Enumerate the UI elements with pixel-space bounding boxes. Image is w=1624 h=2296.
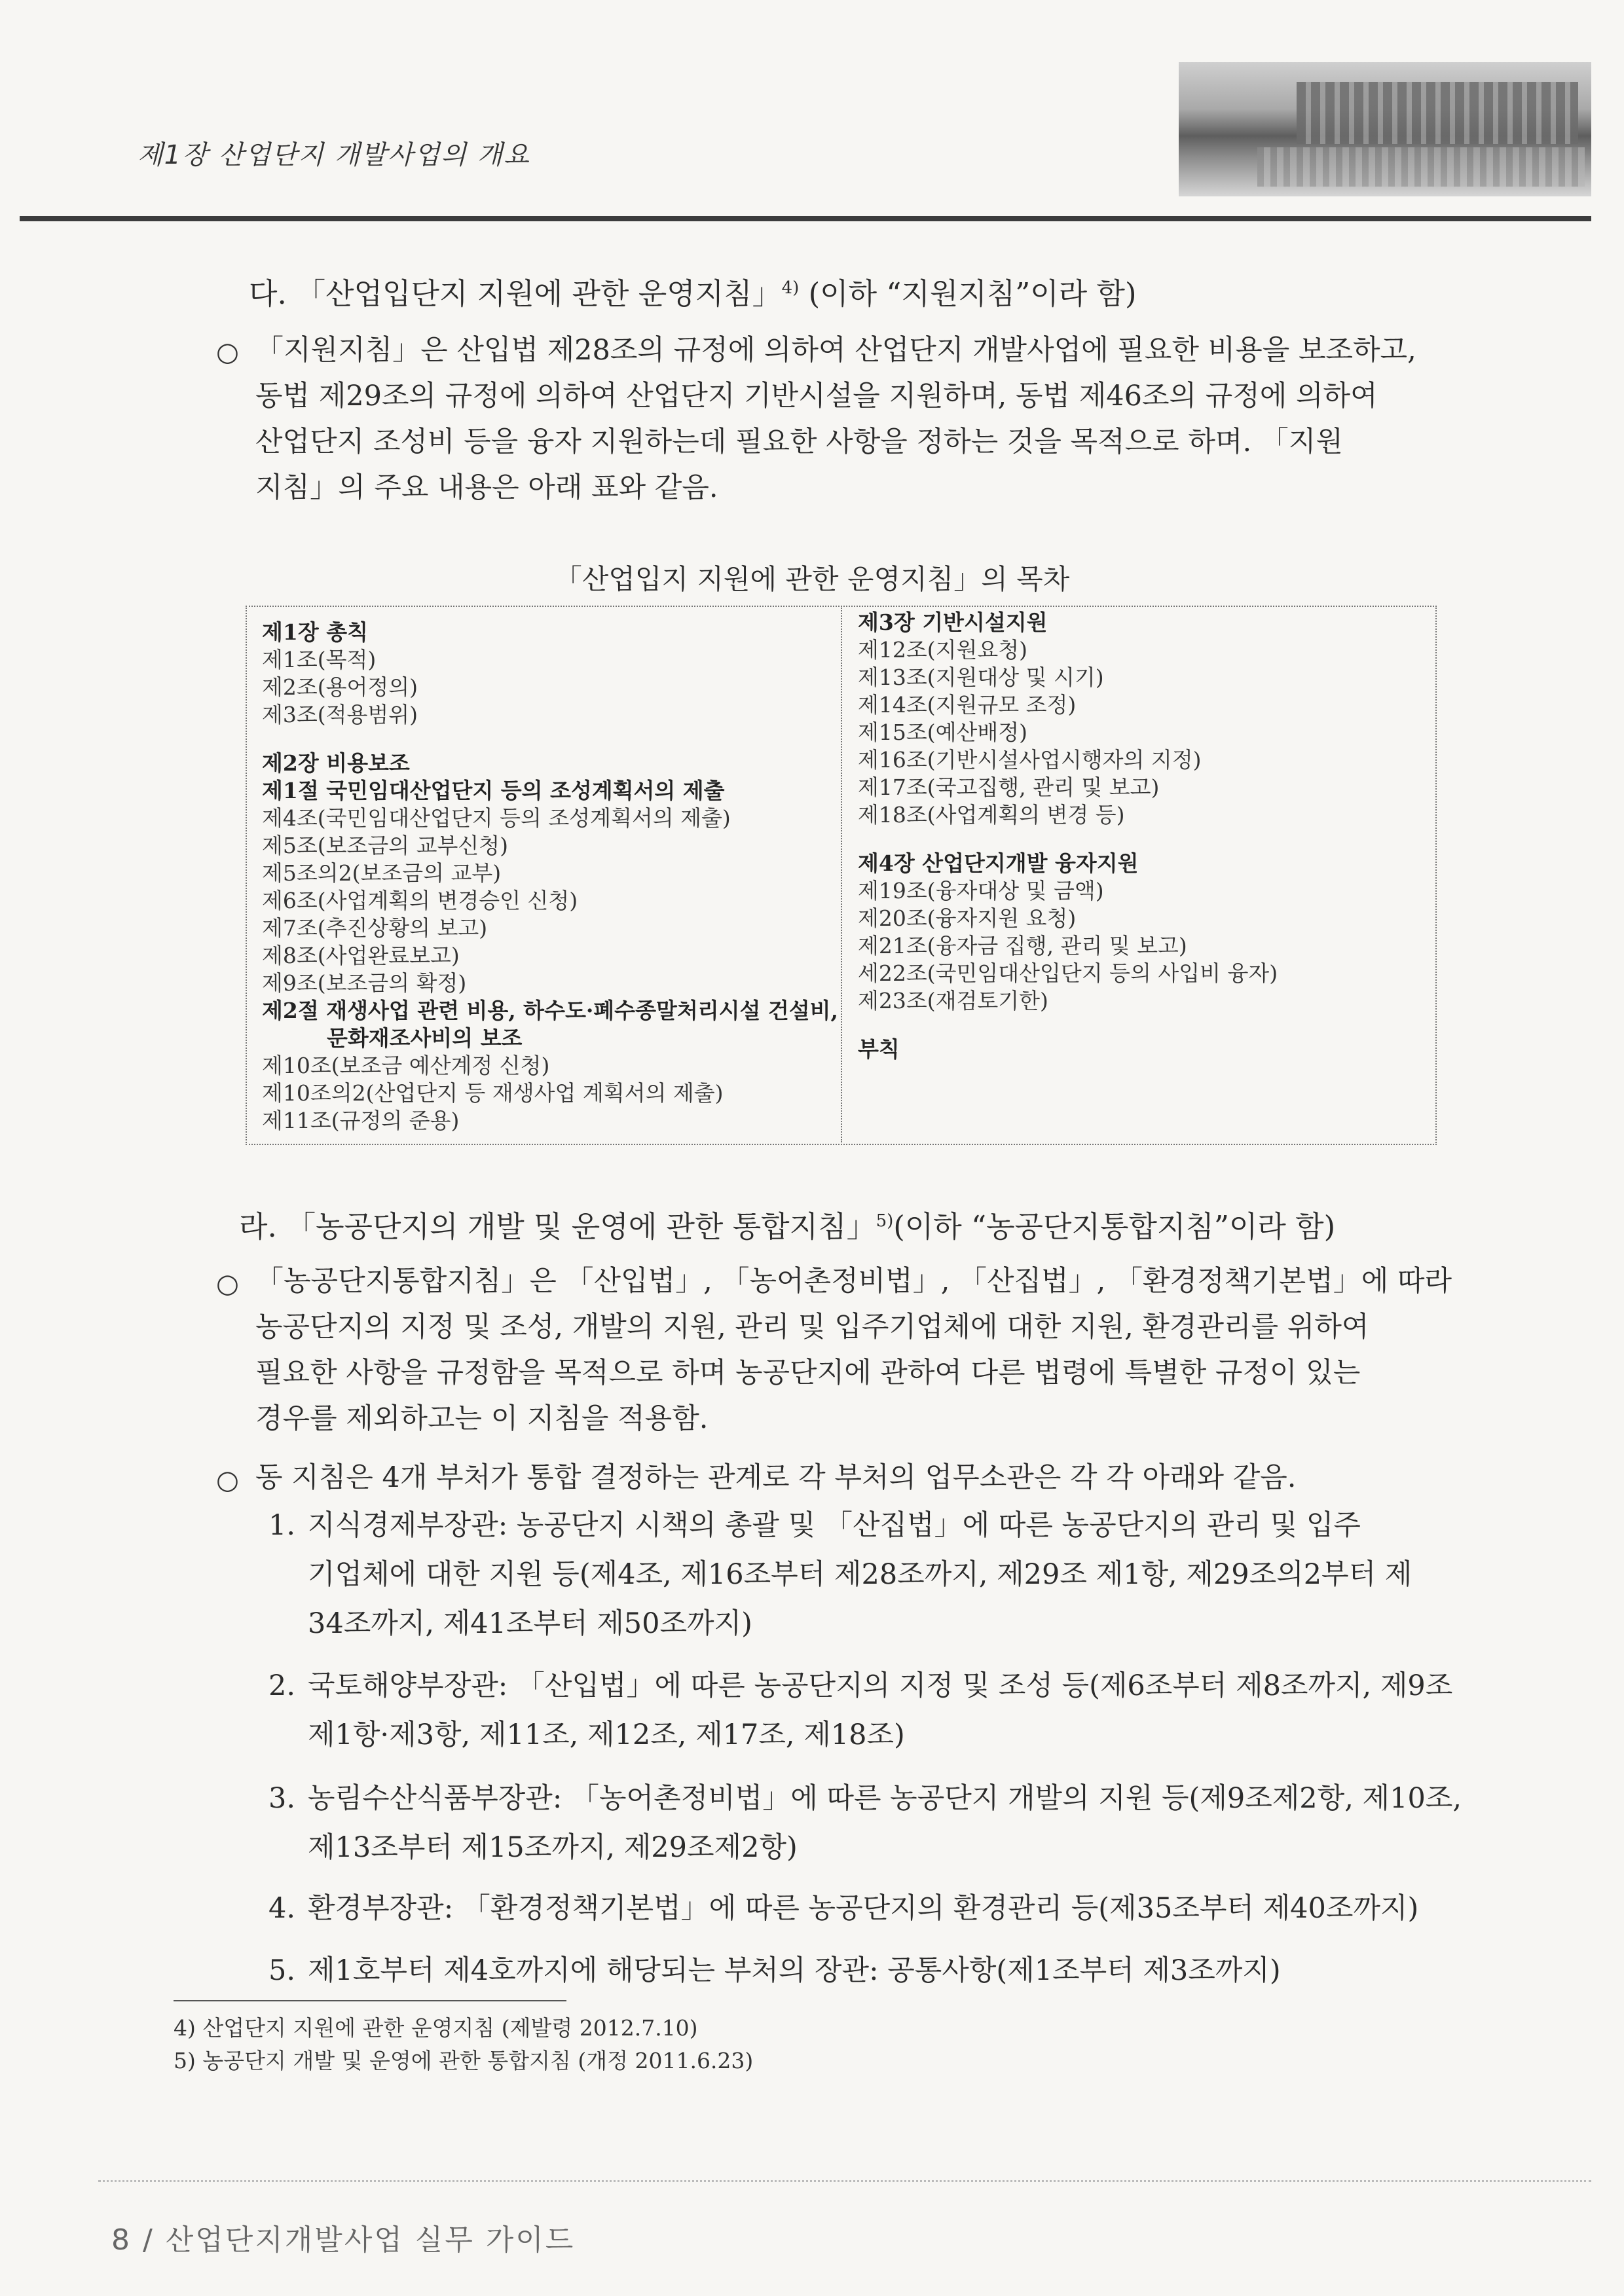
toc-entry: 제11조(규정의 준용) bbox=[262, 1108, 460, 1133]
toc-entry: 제7조(추진상황의 보고) bbox=[262, 915, 488, 941]
section-da-line: 동법 제29조의 규정에 의하여 산업단지 기반시설을 지원하며, 동법 제46조의 규정에 의하여 bbox=[255, 380, 1378, 412]
toc-column-divider bbox=[841, 606, 842, 1142]
section-ra-line: 필요한 사항을 규정함을 목적으로 하며 농공단지에 관하여 다른 법령에 특별한 규정이 있는 bbox=[255, 1357, 1361, 1389]
item-line: 지식경제부장관: 농공단지 시책의 총괄 및 「산집법」에 따른 농공단지의 관리 및 입주 bbox=[308, 1509, 1361, 1542]
section-da-line: 「지원지침」은 산입법 제28조의 규정에 의하여 산업단지 개발사업에 필요한 비용을 보조하고, bbox=[255, 334, 1416, 367]
toc-heading: 제2장 비용보조 bbox=[262, 750, 410, 776]
toc-entry: 제9조(보조금의 확정) bbox=[262, 970, 467, 996]
toc-right-column bbox=[858, 609, 1278, 1063]
item-number: 3. bbox=[268, 1782, 296, 1815]
toc-entry: 제5조(보조금의 교부신청) bbox=[262, 833, 509, 858]
page-footer: 8 / 산업단지개발사업 실무 가이드 bbox=[111, 2223, 576, 2257]
water-reflection-image bbox=[1257, 147, 1585, 187]
toc-entry: 제23조(재검토기한) bbox=[858, 988, 1048, 1013]
footnote: 4) 산업단지 지원에 관한 운영지침 (제발령 2012.7.10) bbox=[174, 2015, 698, 2041]
item-line: 국토해양부장관: 「산입법」에 따른 농공단지의 지정 및 조성 등(제6조부터 제8조까지, 제9조 bbox=[308, 1669, 1453, 1702]
toc-entry: 세22조(국민임대산입단지 등의 사입비 융자) bbox=[858, 960, 1278, 986]
toc-entry: 제21조(융자금 집행, 관리 및 보고) bbox=[858, 933, 1187, 958]
section-da-title: 다. 「산업입단지 지원에 관한 운영지침」$^{4)}$ (이하 “지원지침”이라 함) bbox=[249, 276, 1137, 311]
toc-entry: 제19조(융자대상 및 금액) bbox=[858, 878, 1104, 903]
toc-entry: 제10조(보조금 예산계정 신청) bbox=[262, 1053, 550, 1078]
toc-gap bbox=[858, 829, 1278, 850]
item-number: 5. bbox=[268, 1954, 296, 1987]
toc-entry: 제6조(사업계획의 변경승인 신청) bbox=[262, 888, 578, 913]
item-number: 4. bbox=[268, 1892, 296, 1925]
building-image bbox=[1297, 82, 1578, 144]
item-number: 2. bbox=[268, 1669, 296, 1702]
bullet-icon: ○ bbox=[216, 1269, 239, 1299]
chapter-title: 제1장 산업단지 개발사업의 개요 bbox=[138, 140, 530, 170]
toc-caption: 「산업입지 지원에 관한 운영지침」의 목차 bbox=[554, 563, 1070, 595]
toc-heading: 제2절 재생사업 관련 비용, 하수도·폐수종말처리시설 건설비, bbox=[262, 998, 838, 1023]
toc-heading: 제1장 총칙 bbox=[262, 619, 368, 645]
toc-entry: 제12조(지원요청) bbox=[858, 637, 1028, 663]
toc-heading: 제4장 산업단지개발 융자지원 bbox=[858, 850, 1139, 876]
bullet-icon: ○ bbox=[216, 1465, 239, 1495]
item-line: 농림수산식품부장관: 「농어촌정비법」에 따른 농공단지 개발의 지원 등(제9조제2항, 제10조, bbox=[308, 1782, 1462, 1815]
item-line: 제13조부터 제15조까지, 제29조제2항) bbox=[308, 1831, 798, 1864]
toc-entry: 제2조(용어정의) bbox=[262, 674, 418, 700]
toc-gap bbox=[262, 729, 838, 750]
toc-entry: 제17조(국고집행, 관리 및 보고) bbox=[858, 774, 1160, 800]
footnote-divider bbox=[174, 2000, 566, 2001]
item-line: 34조까지, 제41조부터 제50조까지) bbox=[308, 1607, 752, 1640]
toc-entry: 제18조(사업계획의 변경 등) bbox=[858, 802, 1125, 828]
toc-entry: 제14조(지원규모 조정) bbox=[858, 692, 1077, 718]
section-ra-line: 경우를 제외하고는 이 지침을 적용함. bbox=[255, 1402, 709, 1435]
toc-heading: 부칙 bbox=[858, 1036, 900, 1062]
footer-divider bbox=[98, 2180, 1591, 2182]
toc-entry: 제8조(사업완료보고) bbox=[262, 943, 460, 968]
toc-entry: 제5조의2(보조금의 교부) bbox=[262, 860, 502, 886]
section-da-line: 산업단지 조성비 등을 융자 지원하는데 필요한 사항을 정하는 것을 목적으로 하며. 「지원 bbox=[255, 426, 1343, 458]
item-number: 1. bbox=[268, 1509, 296, 1542]
toc-left-column bbox=[262, 619, 838, 1135]
section-ra-para2: 동 지침은 4개 부처가 통합 결정하는 관계로 각 부처의 업무소관은 각 각 아래와 같음. bbox=[255, 1461, 1297, 1494]
toc-entry: 제13조(지원대상 및 시기) bbox=[858, 665, 1104, 690]
toc-entry: 제4조(국민임대산업단지 등의 조성계획서의 제출) bbox=[262, 805, 731, 831]
section-ra-line: 「농공단지통합지침」은 「산입법」, 「농어촌정비법」, 「산집법」, 「환경정책기본법」에 따라 bbox=[255, 1265, 1452, 1298]
toc-heading: 제3장 기반시설지원 bbox=[858, 610, 1048, 635]
toc-entry: 제1조(목적) bbox=[262, 647, 377, 672]
toc-entry: 제16조(기반시설사업시행자의 지정) bbox=[858, 747, 1202, 773]
item-line: 제1항·제3항, 제11조, 제12조, 제17조, 제18조) bbox=[308, 1719, 905, 1751]
header-photo bbox=[1179, 62, 1591, 196]
toc-entry: 제20조(융자지원 요청) bbox=[858, 905, 1077, 931]
item-line: 기업체에 대한 지원 등(제4조, 제16조부터 제28조까지, 제29조 제1항, 제29조의2부터 제 bbox=[308, 1558, 1412, 1591]
toc-heading: 문화재조사비의 보조 bbox=[262, 1025, 523, 1051]
section-ra-line: 농공단지의 지정 및 조성, 개발의 지원, 관리 및 입주기업체에 대한 지원, 환경관리를 위하여 bbox=[255, 1311, 1369, 1343]
toc-entry: 제15조(예산배정) bbox=[858, 720, 1028, 745]
item-line: 환경부장관: 「환경정책기본법」에 따른 농공단지의 환경관리 등(제35조부터 제40조까지) bbox=[308, 1892, 1419, 1925]
header-divider bbox=[20, 216, 1591, 221]
toc-entry: 제10조의2(산업단지 등 재생사업 계획서의 제출) bbox=[262, 1080, 724, 1106]
footnote: 5) 농공단지 개발 및 운영에 관한 통합지침 (개정 2011.6.23) bbox=[174, 2048, 754, 2073]
toc-heading: 제1절 국민임대산업단지 등의 조성계획서의 제출 bbox=[262, 778, 725, 803]
bullet-icon: ○ bbox=[216, 337, 239, 367]
item-line: 제1호부터 제4호까지에 해당되는 부처의 장관: 공통사항(제1조부터 제3조까지) bbox=[308, 1954, 1281, 1987]
toc-gap bbox=[858, 1015, 1278, 1036]
section-ra-title: 라. 「농공단지의 개발 및 운영에 관한 통합지침」$^{5)}$(이하 “농공단지통합지침”이라 함) bbox=[239, 1209, 1336, 1244]
toc-entry: 제3조(적용범위) bbox=[262, 702, 418, 727]
section-da-line: 지침」의 주요 내용은 아래 표와 같음. bbox=[255, 471, 718, 504]
